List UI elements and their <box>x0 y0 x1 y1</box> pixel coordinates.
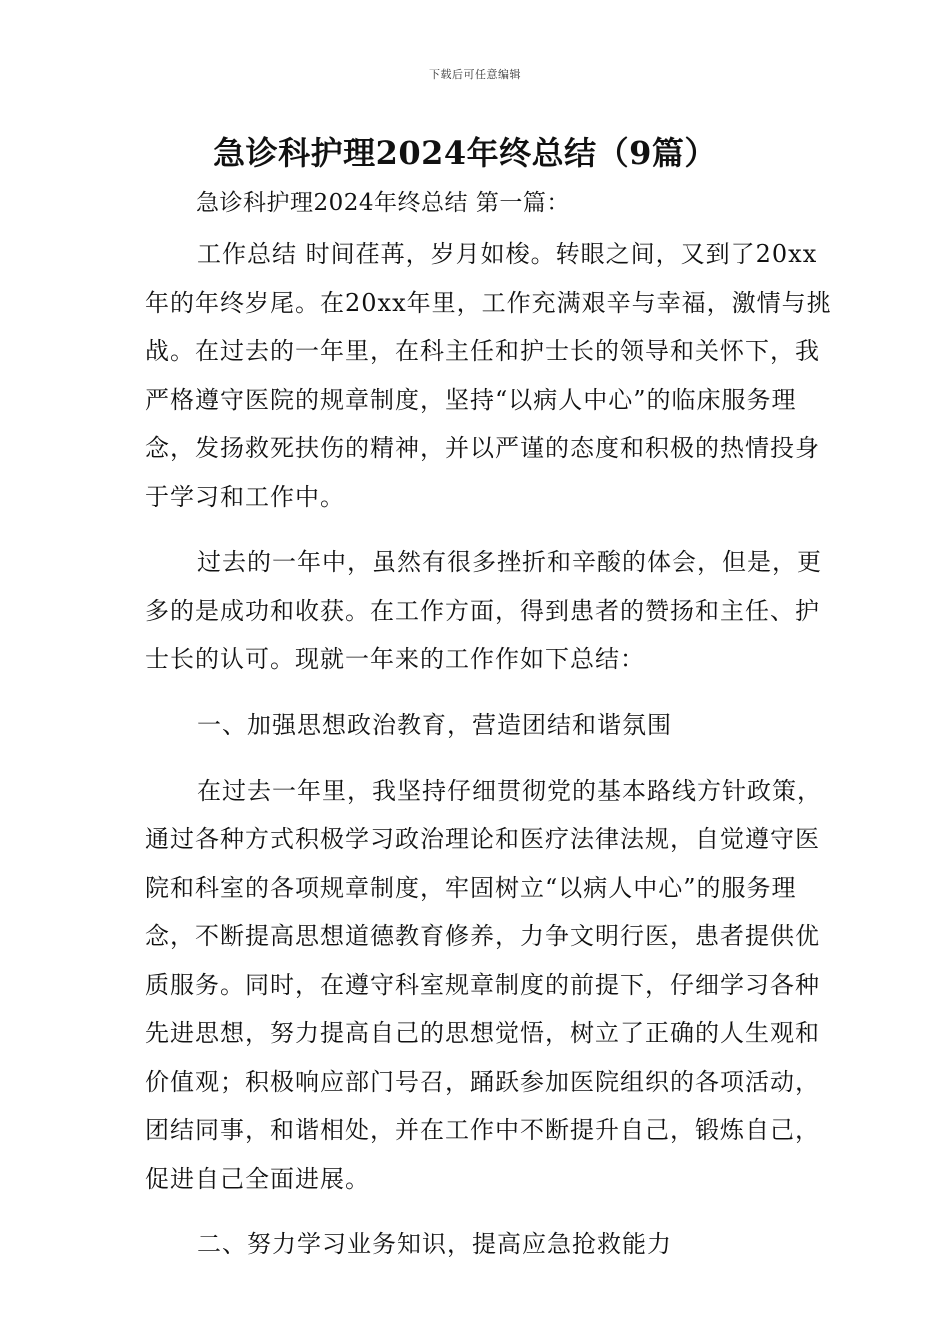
paragraph-intro: 工作总结 时间荏苒，岁月如梭。转眼之间，又到了20xx年的年终岁尾。在20xx年里，工作充满艰辛与幸福，激情与挑战。在过去的一年里，在科主任和护士长的领导和关怀下，我严格遵守医院的规章制度，坚持“以病人中心”的临床服务理念，发扬救死扶伤的精神，并以严谨的态度和积极的热情投身于学习和工作中。 <box>145 240 832 511</box>
paragraph-summary: 过去的一年中，虽然有很多挫折和辛酸的体会，但是，更多的是成功和收获。在工作方面，得到患者的赞扬和主任、护士长的认可。现就一年来的工作作如下总结： <box>145 548 822 673</box>
section-heading-2: 二、努力学习业务知识，提高应急抢救能力 <box>197 1230 672 1258</box>
section-subtitle: 急诊科护理2024年终总结 第一篇： <box>196 190 570 216</box>
paragraph-section-1: 在过去一年里，我坚持仔细贯彻党的基本路线方针政策，通过各种方式积极学习政治理论和医疗法律法规，自觉遵守医院和科室的各项规章制度，牢固树立“以病人中心”的服务理念，不断提高思想道德教育修养，力争文明行医，患者提供优质服务。同时，在遵守科室规章制度的前提下，仔细学习各种先进思想，努力提高自己的思想觉悟，树立了正确的人生观和价值观；积极响应部门号召，踊跃参加医院组织的各项活动，团结同事，和谐相处，并在工作中不断提升自己，锻炼自己，促进自己全面进展。 <box>145 776 822 1193</box>
document-title: 急诊科护理2024年终总结（9篇） <box>213 134 717 172</box>
section-heading-1: 一、加强思想政治教育，营造团结和谐氛围 <box>197 710 672 739</box>
document-body <box>145 230 835 1286</box>
header-note: 下载后可任意编辑 <box>429 68 521 81</box>
